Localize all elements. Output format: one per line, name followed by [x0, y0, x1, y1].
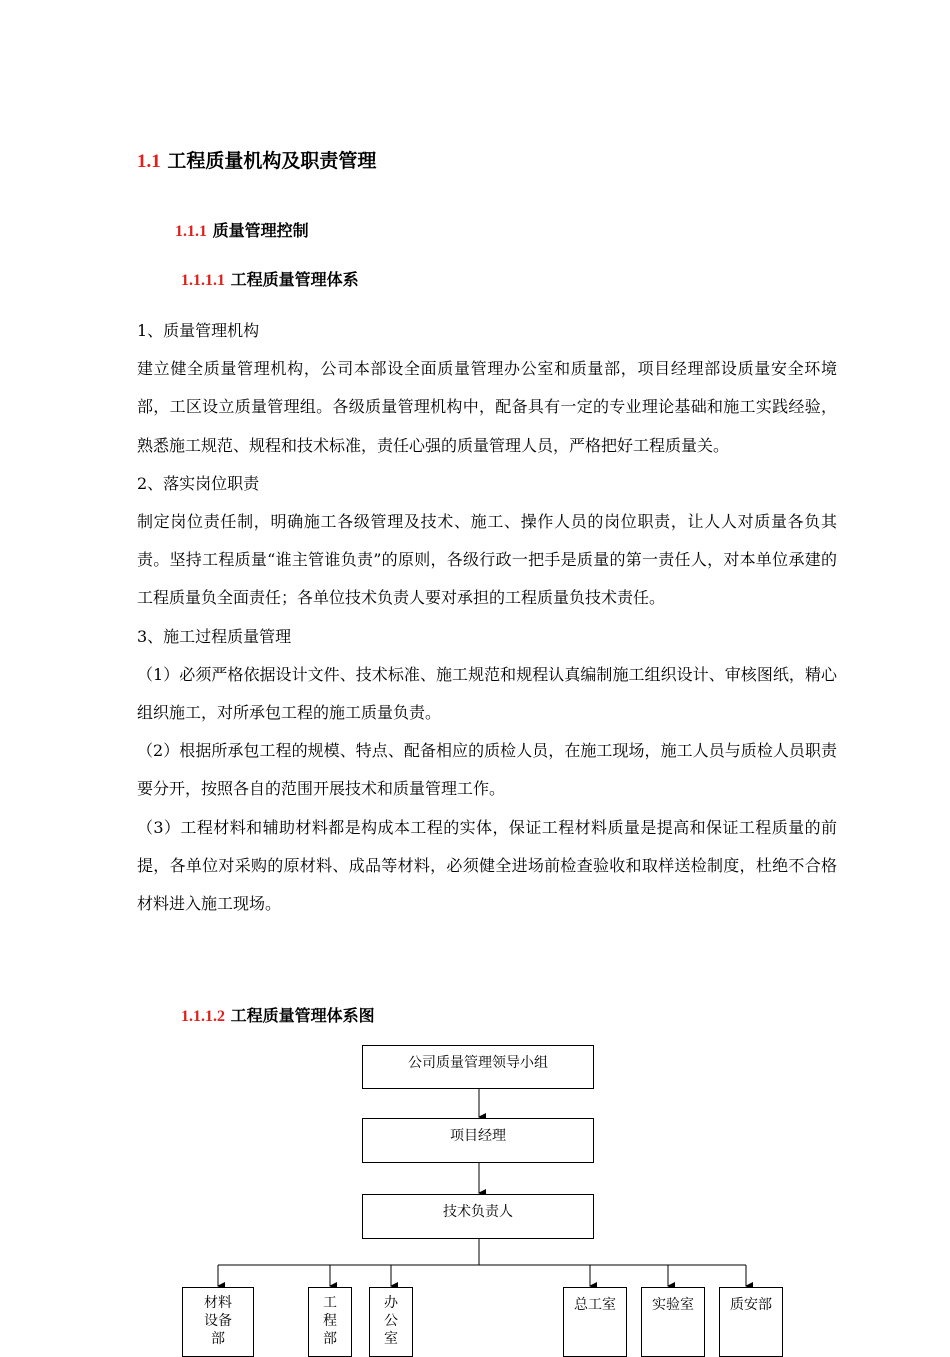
- box-office: 办公室: [369, 1287, 413, 1357]
- paragraph: 制定岗位责任制，明确施工各级管理及技术、施工、操作人员的岗位职责，让人人对质量各负其责。坚持工程质量“谁主管谁负责”的原则，各级行政一把手是质量的第一责任人，对本单位承建的工程质量负全面责任；各单位技术负责人要对承担的工程质量负技术责任。: [137, 512, 837, 608]
- paragraph: 1、质量管理机构: [137, 321, 260, 340]
- heading-2-text: 质量管理控制: [212, 221, 309, 240]
- body-text: [137, 312, 837, 923]
- heading-3-number: 1.1.1.2: [181, 1008, 225, 1025]
- heading-3-text: 工程质量管理体系: [230, 270, 359, 289]
- heading-2-number: 1.1.1: [175, 223, 207, 240]
- box-project-manager: 项目经理: [362, 1118, 594, 1163]
- box-chief-engineer-office: 总工室: [563, 1287, 627, 1357]
- paragraph: 3、施工过程质量管理: [137, 626, 292, 646]
- heading-3-number: 1.1.1.1: [181, 272, 225, 289]
- org-chart: [0, 1030, 950, 1347]
- box-quality-safety-dept: 质安部: [719, 1287, 783, 1357]
- heading-1: [137, 146, 376, 173]
- paragraph: 建立健全质量管理机构，公司本部设全面质量管理办公室和质量部，项目经理部设质量安全环境部，工区设立质量管理组。各级质量管理机构中，配备具有一定的专业理论基础和施工实践经验，熟悉施工规范、规程和技术标准，责任心强的质量管理人员，严格把好工程质量关。: [137, 359, 837, 455]
- box-technical-lead: 技术负责人: [362, 1194, 594, 1239]
- heading-3-system: [181, 267, 359, 290]
- paragraph: 2、落实岗位职责: [137, 473, 260, 493]
- paragraph: （3）工程材料和辅助材料都是构成本工程的实体，保证工程材料质量是提高和保证工程质量的前提，各单位对采购的原材料、成品等材料，必须健全进场前检查验收和取样送检制度，杜绝不合格材料进入施工现场。: [137, 817, 837, 914]
- heading-1-number: 1.1: [137, 151, 161, 172]
- heading-3-chart: [181, 1003, 375, 1026]
- box-leadership-group: 公司质量管理领导小组: [362, 1045, 594, 1089]
- heading-3-text: 工程质量管理体系图: [230, 1006, 375, 1025]
- box-laboratory: 实验室: [641, 1287, 705, 1357]
- paragraph: （2）根据所承包工程的规模、特点、配备相应的质检人员，在施工现场，施工人员与质检人员职责要分开，按照各自的范围开展技术和质量管理工作。: [137, 741, 837, 799]
- box-engineering-dept: 工程部: [308, 1287, 352, 1357]
- box-materials-dept: 材料设备部: [182, 1287, 254, 1357]
- paragraph: （1）必须严格依据设计文件、技术标准、施工规范和规程认真编制施工组织设计、审核图纸，精心组织施工，对所承包工程的施工质量负责。: [137, 664, 837, 723]
- heading-2: [175, 218, 309, 241]
- heading-1-text: 工程质量机构及职责管理: [167, 150, 377, 172]
